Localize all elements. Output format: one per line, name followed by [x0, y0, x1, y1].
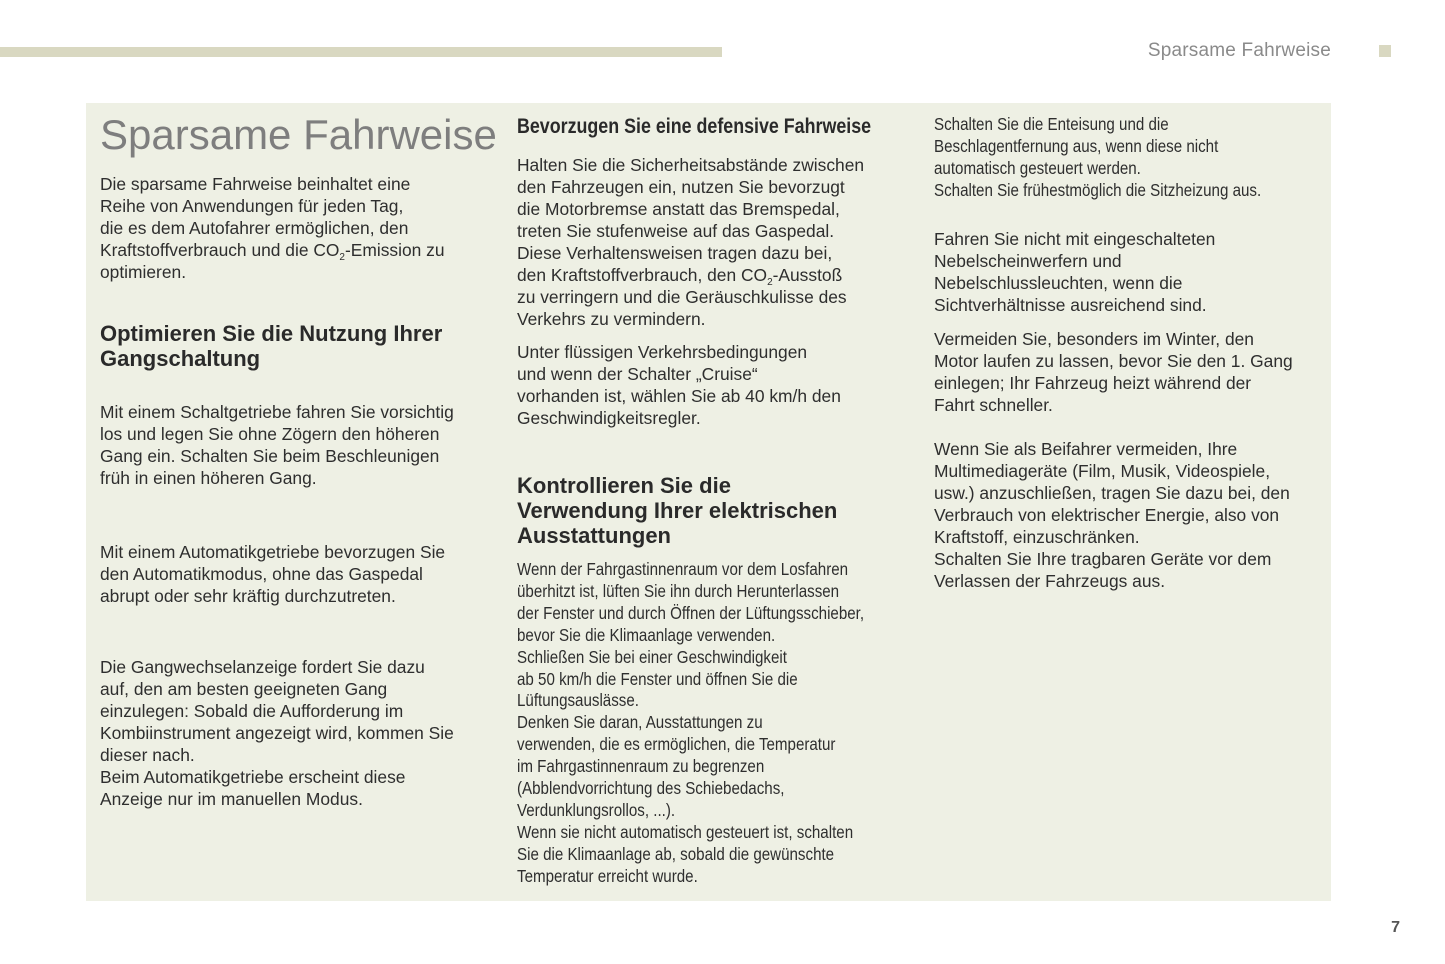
column-left [100, 103, 497, 810]
winter-idle-paragraph: Vermeiden Sie, besonders im Winter, den Motor laufen zu lassen, bevor Sie den 1. Gang einlegen; Ihr Fahrzeug heizt während der Fahrt schneller. [934, 328, 1293, 415]
header-section-title: Sparsame Fahrweise [1147, 40, 1331, 61]
header-square-marker [1379, 45, 1391, 57]
heading-electrical-equipment: Kontrollieren Sie die Verwendung Ihrer elektrischen Ausstattungen [517, 473, 838, 548]
text-line: Reihe von Anwendungen für jeden Tag, [100, 196, 404, 216]
cruise-control-paragraph: Unter flüssigen Verkehrsbedingungen und wenn der Schalter „Cruise“ vorhanden ist, wählen Sie ab 40 km/h den Geschwindigkeitsregler. [517, 342, 841, 428]
text-line: Kraftstoffverbrauch und die $CO_2$-Emission zu [100, 240, 445, 263]
heading-defensive-driving: Bevorzugen Sie eine defensive Fahrweise [517, 114, 872, 138]
text-line: optimieren. [100, 262, 187, 282]
defrost-paragraph: Schalten Sie die Enteisung und die Beschlagentfernung aus, wenn diese nicht automatisch gesteuert werden. Schalten Sie frühestmöglich die Sitzheizung aus. [934, 114, 1262, 200]
defensive-driving-paragraph: Halten Sie die Sicherheitsabstände zwischen den Fahrzeugen ein, nutzen Sie bevorzugt die Motorbremse anstatt das Bremspedal, treten Sie stufenweise auf das Gaspedal. Diese Verhaltensweisen tragen dazu bei, den Kraftstoffverbrauch, den $CO_2$-Ausstoß zu verringern und die Geräuschkulisse des Verkehrs zu vermindern. [517, 155, 865, 329]
intro-paragraph [100, 173, 490, 283]
content-panel [86, 103, 1331, 901]
automatic-gearbox-paragraph: Mit einem Automatikgetriebe bevorzugen Sie den Automatikmodus, ohne das Gaspedal abrupt oder sehr kräftig durchzutreten. [100, 542, 446, 606]
header-decor-bar [0, 47, 722, 57]
text-line: Die sparsame Fahrweise beinhaltet eine [100, 174, 411, 194]
text-line: die es dem Autofahrer ermöglichen, den [100, 218, 409, 238]
gear-indicator-paragraph: Die Gangwechselanzeige fordert Sie dazu auf, den am besten geeigneten Gang einzulegen: Sobald die Aufforderung im Kombiinstrument angezeigt wird, kommen Sie dieser nach. Beim Automatikgetriebe erscheint diese Anzeige nur im manuellen Modus. [100, 657, 454, 809]
electrical-equipment-paragraph: Wenn der Fahrgastinnenraum vor dem Losfahren überhitzt ist, lüften Sie ihn durch Herunterlassen der Fenster und durch Öffnen der Lüftungsschieber, bevor Sie die Klimaanlage verwenden. Schließen Sie bei einer Geschwindigkeit ab 50 km/h die Fenster und öffnen Sie die Lüftungsauslässe. Denken Sie daran, Ausstattungen zu verwenden, die es ermöglichen, die Temperatur im Fahrgastinnenraum zu begrenzen (Abblendvorrichtung des Schiebedachs, Verdunklungsrollos, ...). Wenn sie nicht automatisch gesteuert ist, schalten Sie die Klimaanlage ab, sobald die gewünschte Temperatur erreicht wurde. [517, 559, 865, 886]
page-number: 7 [1391, 919, 1400, 936]
column-right [934, 103, 1324, 592]
heading-gear-usage: Optimieren Sie die Nutzung Ihrer Gangschaltung [100, 321, 443, 371]
column-middle [517, 103, 917, 888]
multimedia-paragraph: Wenn Sie als Beifahrer vermeiden, Ihre Multimediageräte (Film, Musik, Videospiele, usw.) anzuschließen, tragen Sie dazu bei, den Verbrauch von elektrischer Energie, also von Kraftstoff, einzuschränken. Schalten Sie Ihre tragbaren Geräte vor dem Verlassen der Fahrzeugs aus. [934, 438, 1290, 591]
fog-lights-paragraph: Fahren Sie nicht mit eingeschalteten Nebelscheinwerfern und Nebelschlussleuchten, wenn die Sichtverhältnisse ausreichend sind. [934, 228, 1216, 315]
page-title: Sparsame Fahrweise [100, 111, 497, 158]
manual-gearbox-paragraph: Mit einem Schaltgetriebe fahren Sie vorsichtig los und legen Sie ohne Zögern den höheren Gang ein. Schalten Sie beim Beschleunigen früh in einen höheren Gang. [100, 402, 454, 488]
